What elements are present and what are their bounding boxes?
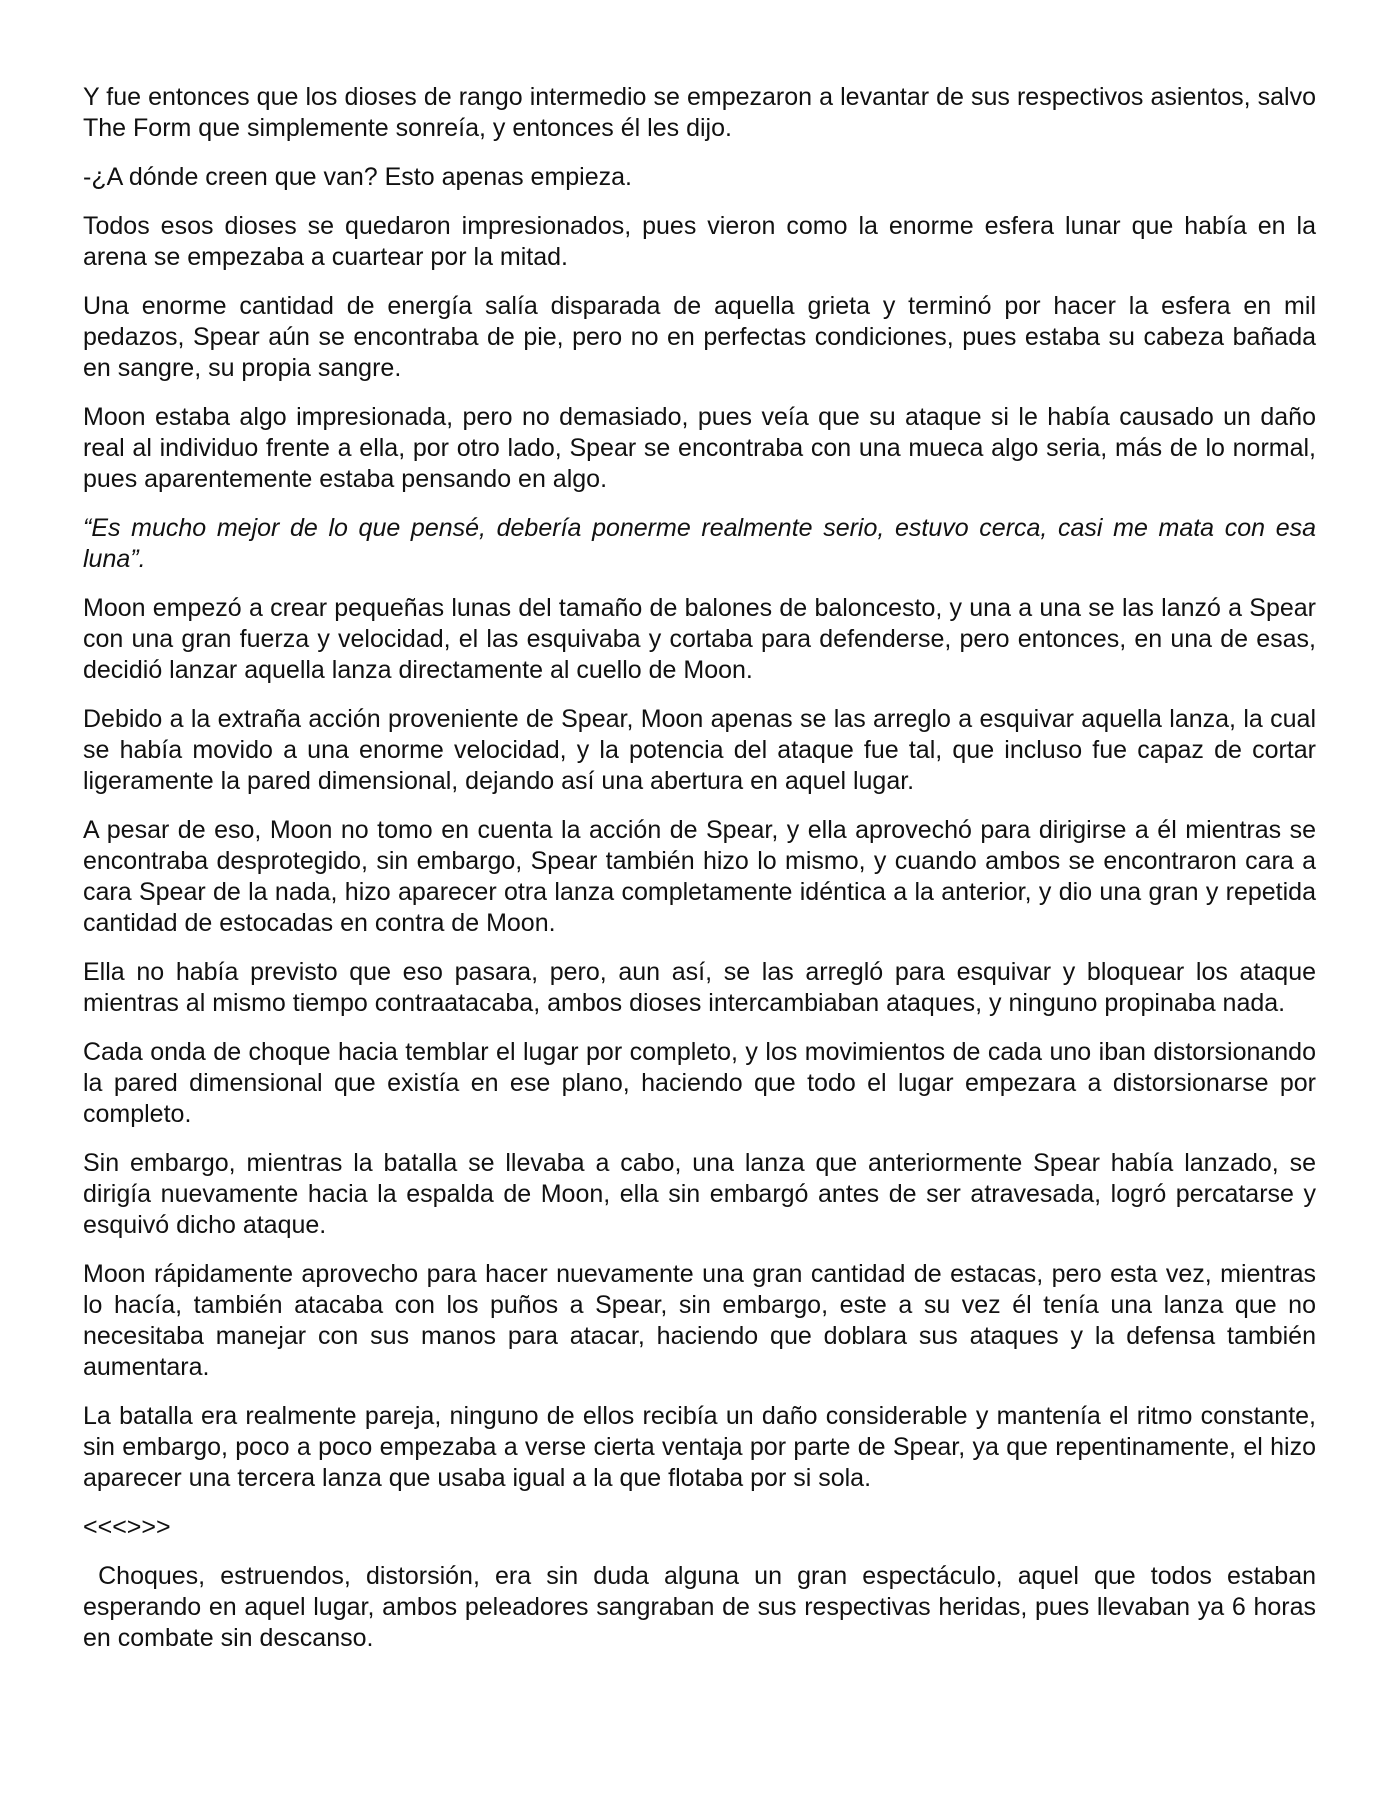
- paragraph: A pesar de eso, Moon no tomo en cuenta la acción de Spear, y ella aprovechó para dirigirse a él mientras se encontraba desprotegido, sin embargo, Spear también hizo lo mismo, y cuando ambos se encontraron cara a cara Spear de la nada, hizo aparecer otra lanza completamente idéntica a la anterior, y dio una gran y repetida cantidad de estocadas en contra de Moon.: [83, 816, 1316, 937]
- paragraph: Moon estaba algo impresionada, pero no demasiado, pues veía que su ataque si le había causado un daño real al individuo frente a ella, por otro lado, Spear se encontraba con una mueca algo seria, más de lo normal, pues aparentemente estaba pensando en algo.: [83, 403, 1316, 493]
- paragraph: -¿A dónde creen que van? Esto apenas empieza.: [83, 163, 632, 191]
- italic-thought-paragraph: “Es mucho mejor de lo que pensé, debería ponerme realmente serio, estuvo cerca, casi me mata con esa luna”.: [83, 514, 1316, 573]
- paragraph: Ella no había previsto que eso pasara, pero, aun así, se las arregló para esquivar y bloquear los ataque mientras al mismo tiempo contraatacaba, ambos dioses intercambiaban ataques, y ninguno propinaba nada.: [83, 958, 1316, 1017]
- paragraph: Sin embargo, mientras la batalla se llevaba a cabo, una lanza que anteriormente Spear había lanzado, se dirigía nuevamente hacia la espalda de Moon, ella sin embargó antes de ser atravesada, logró percatarse y esquivó dicho ataque.: [83, 1149, 1316, 1239]
- scene-break: <<<>>>: [83, 1513, 171, 1541]
- paragraph: La batalla era realmente pareja, ninguno de ellos recibía un daño considerable y mantenía el ritmo constante, sin embargo, poco a poco empezaba a verse cierta ventaja por parte de Spear, ya que repentinamente, el hizo aparecer una tercera lanza que usaba igual a la que flotaba por si sola.: [83, 1402, 1316, 1492]
- paragraph: Todos esos dioses se quedaron impresionados, pues vieron como la enorme esfera lunar que había en la arena se empezaba a cuartear por la mitad.: [83, 212, 1316, 271]
- paragraph: Una enorme cantidad de energía salía disparada de aquella grieta y terminó por hacer la esfera en mil pedazos, Spear aún se encontraba de pie, pero no en perfectas condiciones, pues estaba su cabeza bañada en sangre, su propia sangre.: [83, 292, 1316, 382]
- paragraph: Moon rápidamente aprovecho para hacer nuevamente una gran cantidad de estacas, pero esta vez, mientras lo hacía, también atacaba con los puños a Spear, sin embargo, este a su vez él tenía una lanza que no necesitaba manejar con sus manos para atacar, haciendo que doblara sus ataques y la defensa también aumentara.: [83, 1260, 1316, 1381]
- paragraph: Cada onda de choque hacia temblar el lugar por completo, y los movimientos de cada uno iban distorsionando la pared dimensional que existía en ese plano, haciendo que todo el lugar empezara a distorsionarse por completo.: [83, 1038, 1316, 1128]
- paragraph: Choques, estruendos, distorsión, era sin duda alguna un gran espectáculo, aquel que todos estaban esperando en aquel lugar, ambos peleadores sangraban de sus respectivas heridas, pues llevaban ya 6 horas en combate sin descanso.: [83, 1562, 1323, 1652]
- paragraph: Moon empezó a crear pequeñas lunas del tamaño de balones de baloncesto, y una a una se las lanzó a Spear con una gran fuerza y velocidad, el las esquivaba y cortaba para defenderse, pero entonces, en una de esas, decidió lanzar aquella lanza directamente al cuello de Moon.: [83, 594, 1316, 684]
- paragraph: Y fue entonces que los dioses de rango intermedio se empezaron a levantar de sus respectivos asientos, salvo The Form que simplemente sonreía, y entonces él les dijo.: [83, 83, 1316, 142]
- paragraph: Debido a la extraña acción proveniente de Spear, Moon apenas se las arreglo a esquivar aquella lanza, la cual se había movido a una enorme velocidad, y la potencia del ataque fue tal, que incluso fue capaz de cortar ligeramente la pared dimensional, dejando así una abertura en aquel lugar.: [83, 705, 1316, 795]
